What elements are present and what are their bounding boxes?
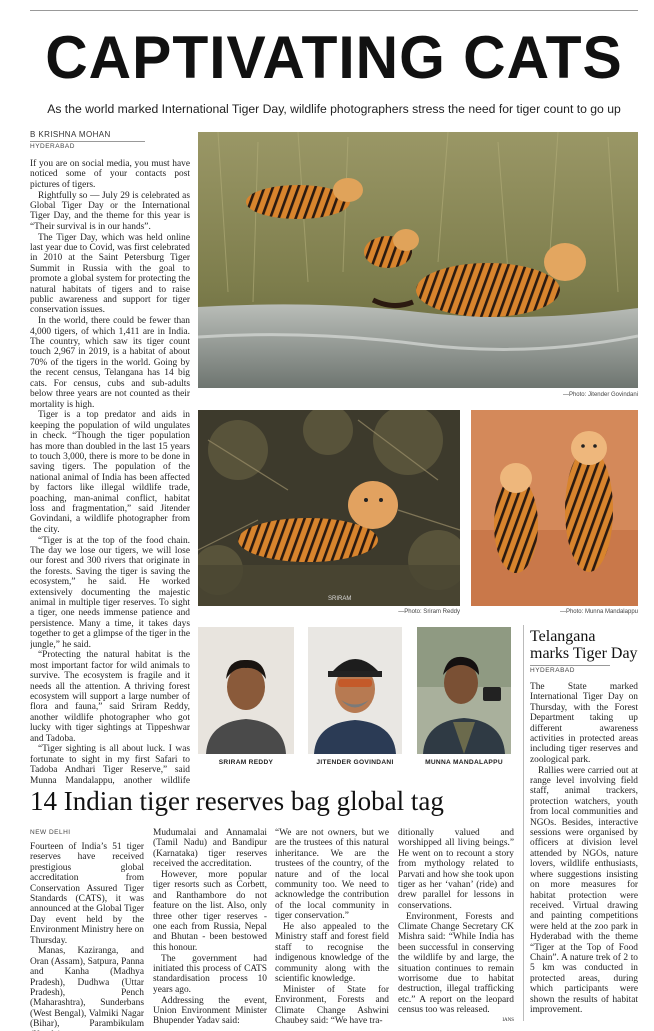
agency-tag: IANS	[502, 1018, 514, 1024]
top-rule	[30, 10, 638, 11]
page-headline: CAPTIVATING CATS	[45, 24, 623, 91]
sidebar-paragraph: The State marked International Tiger Day on Thursday, with the Forest Department taking up different awareness activities in protected areas including tiger reserves and zoological park.	[530, 682, 638, 765]
photo-credit-top: —Photo: Jitender Govindani	[562, 392, 638, 398]
tiger-bush-photo	[198, 410, 460, 606]
second-story-paragraph: Minister of State for Environment, Forests and Climate Change Ashwini Chaubey said: “We have tra-	[275, 984, 389, 1027]
photo-watermark: SRIRAM	[328, 596, 352, 602]
sidebar-headline: Telangana marks Tiger Day	[530, 628, 638, 662]
main-story-paragraph: If you are on social media, you must have noticed some of your contacts post pictures of tigers.	[30, 159, 190, 190]
byline-location: HYDERABAD	[30, 143, 75, 150]
portrait-jitender-govindani	[308, 627, 402, 754]
second-story-paragraph: Mudumalai and Annamalai (Tamil Nadu) and Bandipur (Karnataka) tiger reserves received the accreditation.	[153, 828, 267, 870]
two-tigers-photo	[471, 410, 638, 606]
portrait-photo-icon	[198, 627, 294, 754]
tigers-water-photo	[198, 132, 638, 388]
standfirst: As the world marked International Tiger Day, wildlife photographers stress the need for tiger count to go up	[47, 102, 621, 116]
tiger-photo-icon	[471, 410, 638, 606]
tiger-photo-icon	[198, 410, 460, 606]
sidebar-paragraph: Rallies were carried out at range level involving field staff, animal trackers, protection watchers, youth from local communities and NGOs. Besides, interactive sessions were organised by officers at division level attended by NGOs, nature lovers, wildlife enthusiasts, where suggestions insisting on more measures for habitat protection were received. Virtual drawing and painting competitions were held at the zoo park in Hyderabad with the theme “Tiger at the Top of Food Chain”. A nature trek of 2 to 5 km was conducted in protected areas, during which participants were shown the results of habitat improvement.	[530, 765, 638, 1015]
second-story-paragraph: ditionally valued and worshipped all living beings.” He went on to recount a story from mythology related to Parvati and how she took upon tiger as her ‘vahan’ (ride) and drew parallel for lessons in conservations.	[398, 828, 514, 911]
second-story-paragraph: Environment, Forests and Climate Change Secretary CK Mishra said: “While India has been successful in conserving the wildlife by and large, the situation continues to remain worrisome due to habitat destruction, illegal trafficking etc.” A report on the leopard census too was released.	[398, 911, 514, 1016]
second-story-col-2	[153, 828, 267, 1027]
photo-credit-mid-right: —Photo: Munna Mandalappu	[559, 609, 638, 615]
tiger-photo-icon	[198, 132, 638, 388]
portrait-name-2: JITENDER GOVINDANI	[316, 759, 394, 766]
portrait-sriram-reddy	[198, 627, 294, 754]
main-story-paragraph: In the world, there could be fewer than 4,000 tigers, of which 1,411 are in India. The country, which saw its tiger count touch 2,967 in 2019, is a habitat of about 70% of the tigers in the world. Going by the recent census, Telangana has 14 big cats. For census, cubs and sub-adults below three years are not counted as their mortality is high.	[30, 316, 190, 410]
sidebar	[530, 628, 638, 1016]
main-story-paragraph: “Protecting the natural habitat is the most important factor for wild animals to survive. The ecosystem is fragile and it needs all the attention. A thriving forest ecosystem will support a large number of flora and fauna,” said Sriram Reddy, another wildlife photographer who got lucky with tiger sightings at Tippeshwar and Tadoba.	[30, 650, 190, 744]
main-story-paragraph: Tiger is a top predator and aids in keeping the population of wild ungulates in check. “Though the tiger population has more than doubled in the last 15 years to touch 3,000, there is more to be done in saving tigers. The population of the national animal of India has been affected by factors like illegal wildlife trade, poaching, man-animal conflict, habitat loss and fragmentation,” said Jitender Govindani, a wildlife photographer from the city.	[30, 410, 190, 535]
second-story-headline: 14 Indian tiger reserves bag global tag	[30, 786, 444, 816]
second-story-col-4	[398, 828, 514, 1027]
sidebar-location: HYDERABAD	[530, 667, 575, 674]
portrait-munna-mandalappu	[417, 627, 511, 754]
sidebar-divider	[523, 625, 524, 1021]
main-story-paragraph: “Tiger sighting is all about luck. I was fortunate to sight in my first Safari to Tadoba Andhari Tiger Reserve,” said Munna Mandalappu, another wildlife	[30, 744, 190, 785]
second-story-col-1	[30, 842, 144, 1031]
portrait-photo-icon	[417, 627, 511, 754]
second-story-paragraph: However, more popular tiger resorts such as Corbett, and Ranthambore do not feature on the list. Also, only three other tiger reserves - one each from Russia, Nepal and Bhutan - been bestowed this honour.	[153, 870, 267, 953]
second-story-paragraph: Manas, Kaziranga, and Oran (Assam), Satpura, Panna and Kanha (Madhya Pradesh), Dudhwa (Uttar Pradesh), Pench (Maharashtra), Sunderbans (West Bengal), Valmiki Nagar (Bihar), Parambikulam	[30, 946, 144, 1030]
main-story-paragraph: The Tiger Day, which was held online last year due to Covid, was first celebrated in 2010 at the Saint Petersburg Tiger Summit in Russia with the goal to promote a global system for protecting the natural habitats of tigers and to raise public awareness and support for tiger conservation issues.	[30, 232, 190, 316]
portrait-photo-icon	[308, 627, 402, 754]
main-story	[30, 159, 190, 785]
main-story-paragraph: “Tiger is at the top of the food chain. The day we lose our tigers, we will lose our forest and 300 rivers that originate in the forests. Saving the tiger is saving the ecosystem,” he said. He worked extensively documenting the majestic animal in multiple tiger reserves. To sight a tiger, one needs immense patience and persistence. Many a time, it takes days together to get a glimpse of the tiger in the jungle,” he said.	[30, 535, 190, 650]
second-story-col-3	[275, 828, 389, 1027]
byline-name: B KRISHNA MOHAN	[30, 130, 111, 139]
second-story-paragraph: Fourteen of India’s 51 tiger reserves have received prestigious global accreditation from Conservation Assured Tiger Standards (CATS), it was announced at the Global Tiger Day event held by the Environment Ministry here on Thursday.	[30, 842, 144, 946]
second-story-paragraph: The government had initiated this process of CATS standardisation process 10 years ago.	[153, 953, 267, 995]
photo-credit-mid-left: —Photo: Sriram Reddy	[398, 609, 460, 615]
second-story-location: NEW DELHI	[30, 829, 71, 836]
second-story-paragraph: Addressing the event, Union Environment Minister Bhupender Yadav said:	[153, 995, 267, 1027]
main-story-paragraph: Rightfully so — July 29 is celebrated as Global Tiger Day or the International Tiger Day, and the theme for this year is “Their survival is in our hands”.	[30, 190, 190, 232]
byline	[30, 130, 190, 150]
second-story-paragraph: He also appealed to the Ministry staff and forest field staff to recognise the indigenous knowledge of the community along with the scientific knowledge.	[275, 922, 389, 985]
portrait-name-3: MUNNA MANDALAPPU	[425, 759, 503, 766]
portrait-name-1: SRIRAM REDDY	[218, 759, 274, 766]
second-story-paragraph: “We are not owners, but we are the trustees of this natural inheritance. We are the trustees of the country, of the nature and of the local community too. We need to acknowledge the contribution of the local community in tiger conservation.”	[275, 828, 389, 922]
